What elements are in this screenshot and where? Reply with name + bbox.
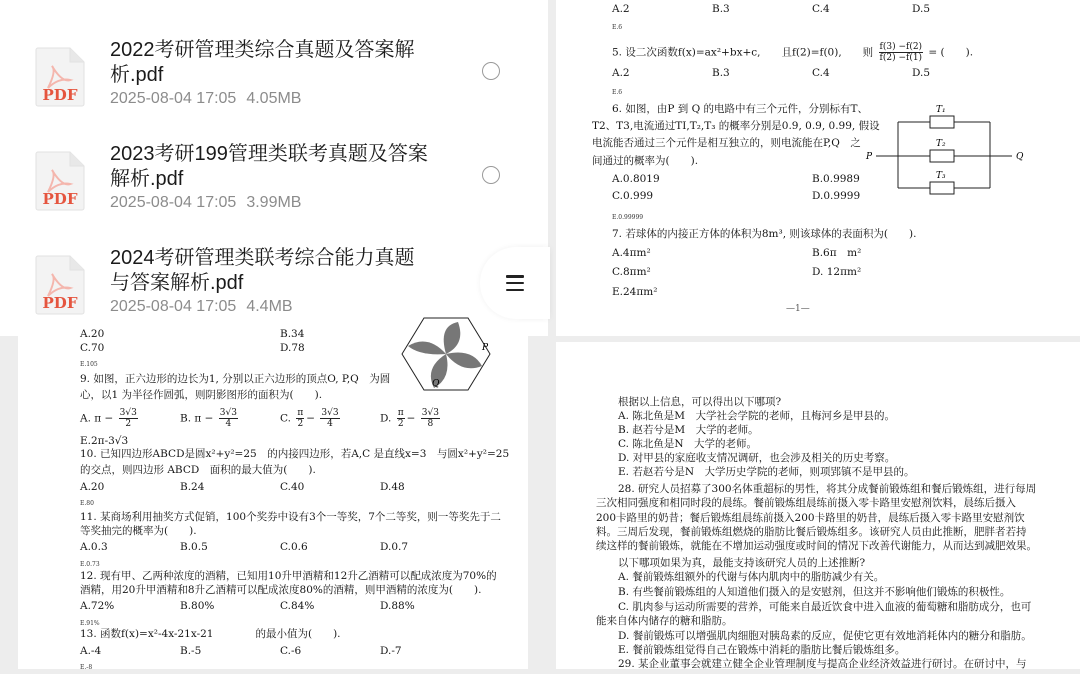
question-text: 6. 如图，由P 到 Q 的电路中有三个元件，分别标有T、 — [612, 103, 869, 115]
answer: E.-8 — [80, 664, 93, 671]
denominator: 4 — [327, 419, 333, 429]
hexagon-figure — [398, 326, 498, 396]
text-line: B. 赵若兮是M 大学的老师。 — [618, 424, 759, 436]
pdf-file-icon — [34, 150, 86, 212]
fraction — [879, 42, 924, 63]
option-label: A. π − — [80, 412, 114, 425]
fraction — [320, 408, 339, 429]
file-name[interactable] — [110, 142, 430, 192]
file-meta — [110, 90, 301, 108]
option: B.6π m² — [812, 247, 862, 259]
numerator: π — [397, 408, 404, 418]
text-line: D. 餐前锻炼可以增强肌肉细胞对胰岛素的反应，促使它更有效地消耗体内的糖分和脂肪。 — [618, 630, 1032, 642]
select-radio[interactable] — [482, 166, 500, 184]
answer: E.91% — [80, 620, 100, 627]
option: B.3 — [712, 67, 730, 79]
denominator: 2 — [297, 419, 304, 429]
answer: E.0.99999 — [612, 214, 644, 221]
file-name-line: 2024考研管理类联考综合能力真题 — [110, 247, 415, 269]
option: B.80% — [180, 600, 215, 612]
option: A.20 — [80, 328, 105, 340]
fraction — [219, 408, 238, 429]
option: D.0.9999 — [812, 190, 861, 202]
option-label: B. π − — [180, 412, 214, 425]
file-date: 2025-08-04 17:05 — [110, 298, 237, 315]
pdf-label: PDF — [42, 294, 78, 312]
answer: E.2π-3√3 — [80, 435, 129, 447]
option: C.8πm² — [612, 266, 651, 278]
file-size: 4.4MB — [246, 298, 293, 315]
answer: E.6 — [612, 24, 623, 31]
option-formula — [80, 408, 140, 429]
pdf-label: PDF — [42, 190, 78, 208]
file-name[interactable] — [110, 38, 430, 88]
menu-button[interactable] — [480, 247, 550, 319]
option: C.40 — [280, 481, 305, 493]
file-name[interactable] — [110, 246, 430, 296]
option: B.3 — [712, 3, 730, 15]
text-line: B. 有些餐前锻炼组的人知道他们摄入的是安慰剂，但这并不影响他们锻炼的积极性。 — [618, 586, 1011, 598]
option: C.4 — [812, 3, 830, 15]
numerator: 3√3 — [421, 408, 439, 418]
question-text: 10. 已知四边形ABCD是圆x²+y²=25 的内接四边形，若A,C 是直线x=3 与圆x²+y²=25 — [80, 448, 510, 460]
file-size: 4.05MB — [246, 90, 302, 107]
file-date: 2025-08-04 17:05 — [110, 194, 237, 211]
file-name-line: 析.pdf — [110, 64, 164, 86]
fraction — [397, 408, 405, 429]
question-text: T2、T3,电流通过TI,T₂,T₃ 的概率分别是0.9, 0.9, 0.99, 假设 — [592, 120, 880, 132]
option: B.34 — [280, 328, 305, 340]
text-line: E. 若赵若兮是N 大学历史学院的老师，则项郢镇不是甲县的。 — [618, 466, 915, 478]
numerator: π — [297, 408, 304, 418]
page-number: —1— — [786, 304, 810, 314]
option: A.20 — [80, 481, 105, 493]
option: D.0.7 — [380, 541, 409, 553]
numerator: 3√3 — [321, 408, 339, 418]
option: E.24πm² — [612, 286, 658, 298]
option: C.0.6 — [280, 541, 308, 553]
text-line: 料。三周后发现，餐前锻炼组燃烧的脂肪比餐后锻炼组多。该研究人员由此推断，肥胖者若持 — [596, 526, 1027, 538]
label-p: P — [482, 343, 489, 353]
option-formula: D. $\frac{\pi}{2}$ − $\frac{3√3}{8}$ — [380, 408, 439, 429]
label-q: Q — [432, 379, 440, 389]
text-line: 续这样的餐前锻炼，就能在不增加运动强度或时间的情况下改善代谢能力，从而达到减肥效果。 — [596, 540, 1037, 552]
pdf-file-icon — [34, 254, 86, 316]
option: B.0.9989 — [812, 173, 860, 185]
select-radio[interactable] — [482, 62, 500, 80]
fraction — [296, 408, 304, 429]
answer: E.6 — [612, 89, 623, 96]
question-text: 12. 现有甲、乙两种浓度的酒精，已知用10升甲酒精和12升乙酒精可以配成浓度为70%的 — [80, 570, 497, 582]
file-item[interactable] — [0, 36, 548, 140]
file-name-line: 与答案解析.pdf — [110, 272, 244, 294]
question-text: 11. 某商场利用抽奖方式促销，100个奖券中设有3个一等奖，7个二等奖，则一等奖先于二 — [80, 511, 501, 523]
text-line: C. 肌肉参与运动所需要的营养，可能来自最近饮食中进入血液的葡萄糖和脂肪成分，也可 — [618, 601, 1032, 613]
file-meta — [110, 298, 293, 316]
question-text: 等奖抽完的概率为( ). — [80, 525, 197, 537]
option-formula — [180, 408, 240, 429]
text-line: 三次相同强度和相同时段的晨练。餐前锻炼组晨练前摄入零卡路里安慰剂饮料，晨练后摄入 — [596, 497, 1016, 509]
option: B.0.5 — [180, 541, 208, 553]
option: C.-6 — [280, 645, 302, 657]
question-text: 酒精，用20升甲酒精和8升乙酒精可以配成浓度80%的酒精，则甲酒精的浓度为( ). — [80, 584, 482, 596]
option: A.2 — [612, 3, 630, 15]
file-name-line: 2023考研199管理类联考真题及答案 — [110, 143, 428, 165]
denominator: 2 — [397, 419, 404, 429]
text-line: 29. 某企业董事会就建立健全企业管理制度与提高企业经济效益进行研讨。在研讨中，与 — [618, 658, 1027, 670]
denominator: f(2) −f(1) — [879, 53, 923, 63]
option: D.48 — [380, 481, 405, 493]
pdf-label: PDF — [42, 86, 78, 104]
option: D.78 — [280, 342, 305, 354]
text-line: 根据以上信息，可以得出以下哪项? — [618, 396, 782, 408]
text-line: C. 陈北鱼是N 大学的老师。 — [618, 438, 758, 450]
file-size: 3.99MB — [246, 194, 302, 211]
label-t3: T₃ — [936, 171, 946, 181]
option: C.4 — [812, 67, 830, 79]
text-line: E. 餐前锻炼组觉得自己在锻炼中消耗的脂肪比餐后锻炼组多。 — [618, 644, 906, 656]
option: B.24 — [180, 481, 205, 493]
option: D. 12πm² — [812, 266, 862, 278]
question-text: 间通过的概率为( ). — [592, 155, 699, 167]
circuit-diagram — [862, 100, 1032, 200]
option: A.72% — [80, 600, 115, 612]
fraction — [119, 408, 138, 429]
label-t2: T₂ — [936, 139, 946, 149]
question-suffix: = ( ). — [928, 46, 974, 59]
document-page-bottom-left[interactable] — [18, 328, 528, 671]
option: A.2 — [612, 67, 630, 79]
option: A.0.3 — [80, 541, 108, 553]
answer: E.105 — [80, 361, 98, 368]
option: D.88% — [380, 600, 415, 612]
text-line: 200卡路里的奶昔；餐后锻炼组晨练前摄入200卡路里的奶昔，晨练后摄入零卡路里安慰剂饮 — [596, 512, 1025, 524]
numerator: 3√3 — [119, 408, 137, 418]
question-text: 9. 如图，正六边形的边长为1, 分别以正六边形的顶点O, P,Q 为圆 — [80, 373, 391, 385]
question-text: 的交点，则四边形 ABCD 面积的最大值为( ). — [80, 464, 316, 476]
option: A.0.8019 — [612, 173, 660, 185]
denominator: 8 — [427, 419, 434, 429]
answer: E.80 — [80, 500, 94, 507]
file-meta — [110, 194, 301, 212]
option: B.-5 — [180, 645, 202, 657]
question-text — [612, 42, 973, 63]
denominator: 4 — [225, 419, 232, 429]
numerator: f(3) −f(2) — [879, 42, 923, 52]
option: C.0.999 — [612, 190, 654, 202]
file-name-line: 解析.pdf — [110, 168, 184, 190]
text-line: 能来自体内储存的糖和脂肪。 — [596, 615, 733, 627]
option-label: D. — [380, 412, 392, 425]
menu-icon — [506, 275, 524, 291]
file-name-line: 2022考研管理类综合真题及答案解 — [110, 39, 415, 61]
answer: E.0.73 — [80, 561, 100, 568]
option: A.-4 — [80, 645, 102, 657]
option: C.70 — [80, 342, 105, 354]
file-item[interactable] — [0, 140, 548, 244]
text-line: A. 餐前锻炼组额外的代谢与体内肌肉中的脂肪减少有关。 — [618, 571, 885, 583]
document-page-top-right[interactable] — [556, 0, 1080, 336]
text-line: D. 对甲县的家庭收支情况调研，也会涉及相关的历史考察。 — [618, 452, 896, 464]
label-t1: T₁ — [936, 105, 946, 115]
question-text: 13. 函数f(x)=x²-4x-21x-21 的最小值为( ). — [80, 628, 341, 640]
file-list-panel — [0, 0, 548, 336]
text-line: A. 陈北鱼是M 大学社会学院的老师，且梅河乡是甲县的。 — [618, 410, 896, 422]
question-text: 电流能否通过三个元件是相互独立的，则电流能在P,Q 之 — [592, 137, 861, 149]
pdf-file-icon — [34, 46, 86, 108]
option-label: C. — [280, 412, 291, 425]
denominator: 2 — [125, 419, 132, 429]
option: D.5 — [912, 67, 931, 79]
numerator: 3√3 — [219, 408, 237, 418]
option-formula: C. $\frac{\pi}{2}$ − $\frac{3√3}{4}$ — [280, 408, 339, 429]
fraction — [421, 408, 440, 429]
text-line: 28. 研究人员招募了300名体重超标的男性，将其分成餐前锻炼组和餐后锻炼组，进行每周 — [618, 483, 1037, 495]
label-p: P — [866, 152, 873, 162]
label-q: Q — [1016, 152, 1024, 162]
question-text: 心，以1 为半径作圆弧，则阴影图形的面积为( ). — [80, 389, 323, 401]
option: C.84% — [280, 600, 315, 612]
question-prefix: 5. 设二次函数f(x)=ax²+bx+c, 且f(2)=f(0), 则 — [612, 46, 874, 59]
option: D.5 — [912, 3, 931, 15]
option: D.-7 — [380, 645, 402, 657]
option: A.4πm² — [612, 247, 651, 259]
file-date: 2025-08-04 17:05 — [110, 90, 237, 107]
text-line: 以下哪项如果为真，最能支持该研究人员的上述推断? — [618, 557, 866, 569]
document-page-bottom-right[interactable] — [556, 342, 1080, 669]
question-text: 7. 若球体的内接正方体的体积为8m³, 则该球体的表面积为( ). — [612, 228, 917, 240]
